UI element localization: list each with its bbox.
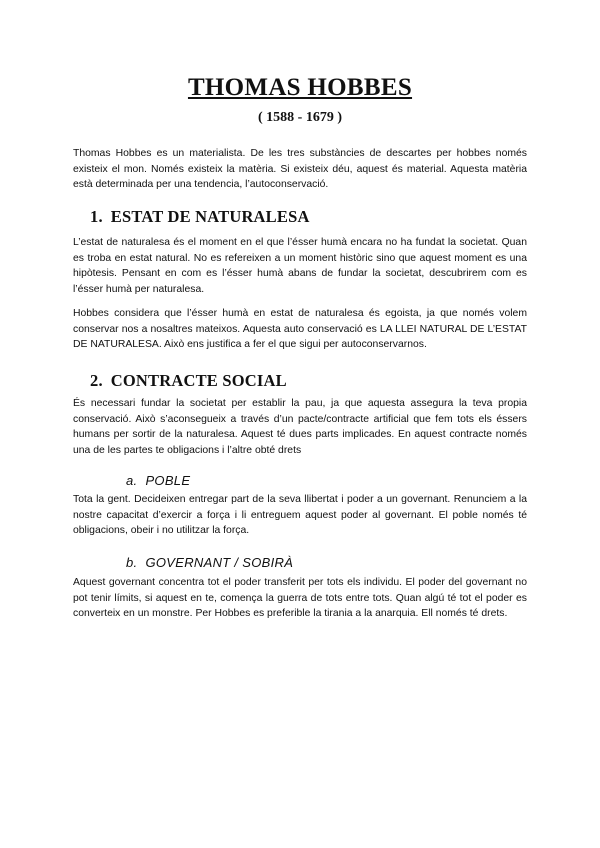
paragraph: Tota la gent. Decideixen entregar part de la seva llibertat i poder a un governant. Renunciem a la nostre capacitat d’exercir a força i li entreguem aquest poder al governant. El poble només té obligacions, obeir i no utilitzar la força.: [73, 494, 527, 536]
subsection-heading-poble: [126, 473, 190, 488]
section-number: 1.: [90, 207, 103, 226]
section-title: ESTAT DE NATURALESA: [110, 207, 310, 226]
subsection-letter: b.: [126, 555, 138, 570]
subsection-title: POBLE: [145, 473, 191, 488]
section-title: CONTRACTE SOCIAL: [110, 371, 287, 390]
paragraph: L’estat de naturalesa és el moment en el que l’ésser humà encara no ha fundat la societat. Quan es troba en estat natural. No es refereixen a un moment històric sino que aquest moment es una hipòtesis. Pensant en com es l’ésser humà abans de fundar la societat, descubrirem com es l’ésser humà per naturalesa.: [73, 237, 527, 295]
section-heading-contracte-social: [90, 371, 287, 391]
subsection-title: GOVERNANT / SOBIRÀ: [145, 555, 294, 570]
section-number: 2.: [90, 371, 103, 390]
subsection-heading-governant-sobira: [126, 555, 293, 570]
subsection-letter: a.: [126, 473, 138, 488]
document-title: THOMAS HOBBES: [187, 74, 413, 101]
intro-paragraph: Thomas Hobbes es un materialista. De les tres substàncies de descartes per hobbes només existeix el mon. Només existeix la matèria. Si existeix déu, aquest és material. Aquesta matèria està determinada per una tendencia, l’autoconservació.: [73, 148, 527, 190]
paragraph: Aquest governant concentra tot el poder transferit per tots els individu. El poder del governant no pot tenir límits, si aquest en te, comença la guerra de tots entre tots. Quan algú té tot el poder es converteix en un monstre. Per Hobbes es preferible la tirania a la anarquia. Ell només té drets.: [73, 577, 527, 619]
section-heading-estat-de-naturalesa: [90, 207, 310, 227]
paragraph: És necessari fundar la societat per establir la pau, ja que aquesta assegura la teva propia conservació. Això s’aconsegueix a través d’un pacte/contracte artificial que fem tots els éssers humans per sortir de la naturalesa. Aquest té dues parts implicades. En aquest contracte només una de les partes te obligacions i l’altre obté drets: [73, 398, 527, 456]
paragraph: Hobbes considera que l’ésser humà en estat de naturalesa és egoista, ja que només volem conservar nos a nosaltres mateixos. Aquesta auto conservació es LA LLEI NATURAL DE L’ESTAT DE NATURALESA. Això ens justifica a fer el que sigui per autoconservarnos.: [73, 308, 527, 350]
document-dates: ( 1588 - 1679 ): [258, 110, 342, 125]
